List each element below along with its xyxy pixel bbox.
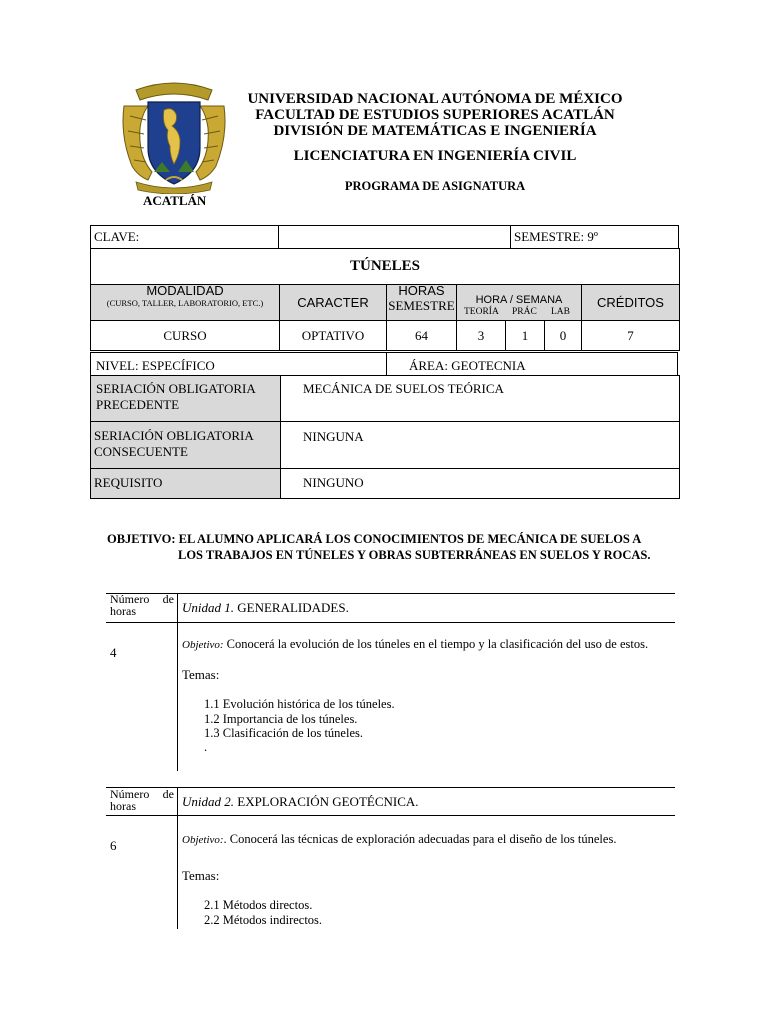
requisito-label: REQUISITO [94, 475, 163, 490]
unit-2-suffix: . [415, 794, 419, 809]
lab-value-cell [544, 320, 582, 351]
unit-1-suffix: . [345, 600, 349, 615]
seriacion-consecuente-value-cell [280, 421, 680, 469]
seriacion-consecuente-label-2: CONSECUENTE [94, 444, 188, 459]
seriacion-consecuente-label-1: SERIACIÓN OBLIGATORIA [94, 428, 254, 443]
unit-2-temas-label: Temas: [182, 868, 220, 883]
unit-2-objective-prefix: Objetivo: [182, 834, 224, 846]
unit-1-objective-prefix: Objetivo: [182, 639, 224, 651]
unit-1-column-rule [177, 593, 178, 771]
prac-value: 1 [521, 327, 529, 343]
caracter-header-label: CARACTER [297, 295, 369, 310]
seriacion-precedente-value-cell [280, 375, 680, 422]
unit-2-hours: 6 [110, 838, 117, 853]
nivel-cell [90, 352, 387, 376]
teoria-value-cell [456, 320, 506, 351]
seriacion-consecuente-label-cell [90, 421, 281, 469]
lab-label: LAB [551, 307, 570, 317]
unit-1-hours-label-a: Número [110, 592, 150, 606]
course-title: TÚNELES [349, 258, 421, 274]
unit-2-name: EXPLORACIÓN GEOTÉCNICA [237, 794, 416, 809]
requisito-value-cell [280, 468, 680, 499]
creditos-value-cell [581, 320, 680, 351]
unit-1-title [182, 600, 349, 616]
modalidad-value-cell [90, 320, 280, 351]
caracter-value-cell [279, 320, 387, 351]
campus-name: ACATLÁN [143, 193, 207, 208]
requisito-value: NINGUNO [303, 475, 364, 490]
unit-1-prefix: Unidad 1. [182, 600, 234, 615]
course-objective [107, 531, 650, 563]
unit-2-hours-label-2: horas [110, 799, 136, 813]
horas-semestre-value-cell [386, 320, 457, 351]
unit-1-objective [182, 637, 648, 652]
creditos-header [581, 284, 680, 321]
unit-2-header-rule [106, 815, 675, 816]
caracter-header [279, 284, 387, 321]
teoria-label: TEORÍA [464, 307, 499, 317]
unit-1-topic-4: . [204, 740, 208, 754]
area-label: ÁREA: GEOTECNIA [409, 358, 526, 373]
seriacion-precedente-label-cell [90, 375, 281, 422]
unit-2-prefix: Unidad 2. [182, 794, 234, 809]
creditos-value: 7 [627, 327, 634, 343]
semestre-label: SEMESTRE: 9º [514, 229, 598, 244]
unit-1-topic-2: 1.2 Importancia de los túneles. [204, 712, 358, 726]
unit-1-hours-label-2: horas [110, 604, 136, 618]
unit-1-topic-3: 1.3 Clasificación de los túneles. [204, 726, 363, 740]
semestre-cell [510, 225, 679, 249]
modalidad-header-sub: (CURSO, TALLER, LABORATORIO, ETC.) [106, 298, 264, 308]
seriacion-precedente-label-2: PRECEDENTE [96, 397, 180, 412]
requisito-label-cell [90, 468, 281, 499]
unit-1-hours: 4 [110, 645, 117, 660]
area-cell [386, 352, 678, 376]
faculty-name: FACULTAD DE ESTUDIOS SUPERIORES ACATLÁN [255, 107, 615, 123]
prac-value-cell [505, 320, 545, 351]
unit-1-top-rule [106, 593, 675, 594]
unit-1-header-rule [106, 622, 675, 623]
horas-semestre-header [386, 284, 457, 321]
unit-2-topic-2: 2.2 Métodos indirectos. [204, 913, 323, 927]
program-title: PROGRAMA DE ASIGNATURA [344, 179, 526, 193]
horas-semestre-header-line2: SEMESTRE [388, 298, 455, 313]
modalidad-value: CURSO [163, 327, 207, 343]
unit-2-objective-text: . Conocerá las técnicas de exploración adecuadas para el diseño de los túneles. [223, 832, 617, 846]
unit-2-hours-label-a: Número [110, 787, 150, 801]
seriacion-consecuente-value: NINGUNA [303, 429, 364, 444]
unit-2-hours-label [110, 788, 174, 812]
unit-1-hours-label [110, 593, 174, 617]
unit-2-topic-1: 2.1 Métodos directos. [204, 898, 313, 912]
seriacion-precedente-label-1: SERIACIÓN OBLIGATORIA [96, 381, 256, 396]
degree-name: LICENCIATURA EN INGENIERÍA CIVIL [293, 148, 577, 164]
unit-2-top-rule [106, 787, 675, 788]
caracter-value: OPTATIVO [301, 327, 365, 343]
teoria-value: 3 [477, 327, 485, 343]
unit-2-title [182, 794, 419, 810]
objective-line-1: OBJETIVO: EL ALUMNO APLICARÁ LOS CONOCIMIENTOS DE MECÁNICA DE SUELOS A [107, 532, 642, 546]
clave-value-cell [278, 225, 511, 249]
course-title-cell [90, 248, 680, 285]
unit-2-objective [182, 832, 616, 847]
seriacion-precedente-value: MECÁNICA DE SUELOS TEÓRICA [303, 381, 504, 396]
unit-2-hours-label-b: de [162, 787, 174, 801]
nivel-label: NIVEL: ESPECÍFICO [96, 358, 215, 373]
clave-label: CLAVE: [94, 229, 140, 244]
modalidad-header-label: MODALIDAD [146, 283, 224, 298]
unit-1-objective-text: Conocerá la evolución de los túneles en el tiempo y la clasificación del uso de estos. [223, 637, 649, 651]
university-name: UNIVERSIDAD NACIONAL AUTÓNOMA DE MÉXICO [247, 91, 623, 107]
creditos-header-label: CRÉDITOS [597, 295, 664, 310]
hora-semana-header [456, 284, 582, 321]
lab-value: 0 [559, 327, 567, 343]
unit-1-name: GENERALIDADES [237, 600, 346, 615]
unit-1-temas-label: Temas: [182, 667, 220, 682]
division-name: DIVISIÓN DE MATEMÁTICAS E INGENIERÍA [273, 123, 597, 139]
horas-semestre-value: 64 [415, 327, 428, 343]
horas-semestre-header-line1: HORAS [398, 283, 445, 298]
objective-line-2: LOS TRABAJOS EN TÚNELES Y OBRAS SUBTERRÁNEAS EN SUELOS Y ROCAS. [178, 548, 651, 562]
prac-label: PRÁC [512, 307, 537, 317]
modalidad-header [90, 284, 280, 321]
unit-1-topic-1: 1.1 Evolución histórica de los túneles. [204, 697, 395, 711]
unit-2-column-rule [177, 787, 178, 929]
clave-cell [90, 225, 279, 249]
unit-1-hours-label-b: de [162, 592, 174, 606]
hora-semana-label: HORA / SEMANA [475, 294, 563, 306]
